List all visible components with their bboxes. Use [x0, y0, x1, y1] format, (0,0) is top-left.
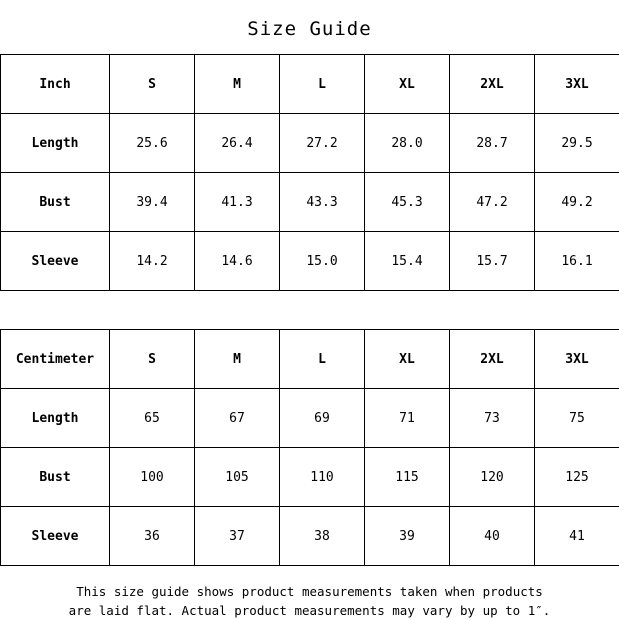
cell-cm-length-l: 69	[280, 389, 365, 448]
size-header-3xl: 3XL	[535, 55, 619, 114]
cell-cm-bust-xl: 115	[365, 448, 450, 507]
cell-cm-bust-s: 100	[110, 448, 195, 507]
table-row	[1, 114, 619, 173]
cell-cm-sleeve-l: 38	[280, 507, 365, 566]
measure-label-length: Length	[1, 389, 110, 448]
size-table-centimeter	[0, 329, 619, 566]
size-header-xl: XL	[365, 330, 450, 389]
table-header-row	[1, 55, 619, 114]
cell-cm-length-s: 65	[110, 389, 195, 448]
cell-cm-sleeve-2xl: 40	[450, 507, 535, 566]
cell-cm-length-xl: 71	[365, 389, 450, 448]
size-header-s: S	[110, 55, 195, 114]
size-header-l: L	[280, 55, 365, 114]
footnote-line-1: This size guide shows product measurements taken when products	[26, 582, 593, 601]
table-header-row	[1, 330, 619, 389]
cell-inch-bust-2xl: 47.2	[450, 173, 535, 232]
size-header-xl: XL	[365, 55, 450, 114]
size-header-m: M	[195, 55, 280, 114]
cell-inch-sleeve-m: 14.6	[195, 232, 280, 291]
cell-inch-bust-s: 39.4	[110, 173, 195, 232]
table-row	[1, 448, 619, 507]
cell-cm-length-m: 67	[195, 389, 280, 448]
cell-cm-length-2xl: 73	[450, 389, 535, 448]
cell-cm-sleeve-m: 37	[195, 507, 280, 566]
table-row	[1, 507, 619, 566]
cell-inch-bust-l: 43.3	[280, 173, 365, 232]
measure-label-sleeve: Sleeve	[1, 507, 110, 566]
measure-label-bust: Bust	[1, 448, 110, 507]
table-spacer	[0, 291, 619, 329]
table-row	[1, 173, 619, 232]
footnote-line-2: are laid flat. Actual product measurements may vary by up to 1″.	[26, 601, 593, 620]
cell-inch-sleeve-3xl: 16.1	[535, 232, 619, 291]
size-header-m: M	[195, 330, 280, 389]
cell-cm-length-3xl: 75	[535, 389, 619, 448]
cell-inch-sleeve-xl: 15.4	[365, 232, 450, 291]
cell-inch-bust-xl: 45.3	[365, 173, 450, 232]
cell-cm-bust-2xl: 120	[450, 448, 535, 507]
cell-cm-sleeve-3xl: 41	[535, 507, 619, 566]
cell-inch-length-3xl: 29.5	[535, 114, 619, 173]
measure-label-sleeve: Sleeve	[1, 232, 110, 291]
measure-label-bust: Bust	[1, 173, 110, 232]
unit-label-inch: Inch	[1, 55, 110, 114]
cell-inch-bust-m: 41.3	[195, 173, 280, 232]
table-row	[1, 389, 619, 448]
cell-inch-length-s: 25.6	[110, 114, 195, 173]
cell-inch-length-2xl: 28.7	[450, 114, 535, 173]
cell-inch-length-xl: 28.0	[365, 114, 450, 173]
footnote	[0, 566, 619, 620]
cell-inch-length-l: 27.2	[280, 114, 365, 173]
size-header-s: S	[110, 330, 195, 389]
cell-cm-bust-l: 110	[280, 448, 365, 507]
size-header-l: L	[280, 330, 365, 389]
size-table-inch	[0, 54, 619, 291]
cell-inch-bust-3xl: 49.2	[535, 173, 619, 232]
table-row	[1, 232, 619, 291]
size-header-2xl: 2XL	[450, 55, 535, 114]
cell-cm-sleeve-s: 36	[110, 507, 195, 566]
page-title: Size Guide	[0, 0, 619, 54]
size-header-3xl: 3XL	[535, 330, 619, 389]
cell-cm-bust-3xl: 125	[535, 448, 619, 507]
unit-label-centimeter: Centimeter	[1, 330, 110, 389]
cell-inch-sleeve-2xl: 15.7	[450, 232, 535, 291]
measure-label-length: Length	[1, 114, 110, 173]
cell-inch-length-m: 26.4	[195, 114, 280, 173]
cell-cm-bust-m: 105	[195, 448, 280, 507]
cell-cm-sleeve-xl: 39	[365, 507, 450, 566]
cell-inch-sleeve-s: 14.2	[110, 232, 195, 291]
size-header-2xl: 2XL	[450, 330, 535, 389]
cell-inch-sleeve-l: 15.0	[280, 232, 365, 291]
